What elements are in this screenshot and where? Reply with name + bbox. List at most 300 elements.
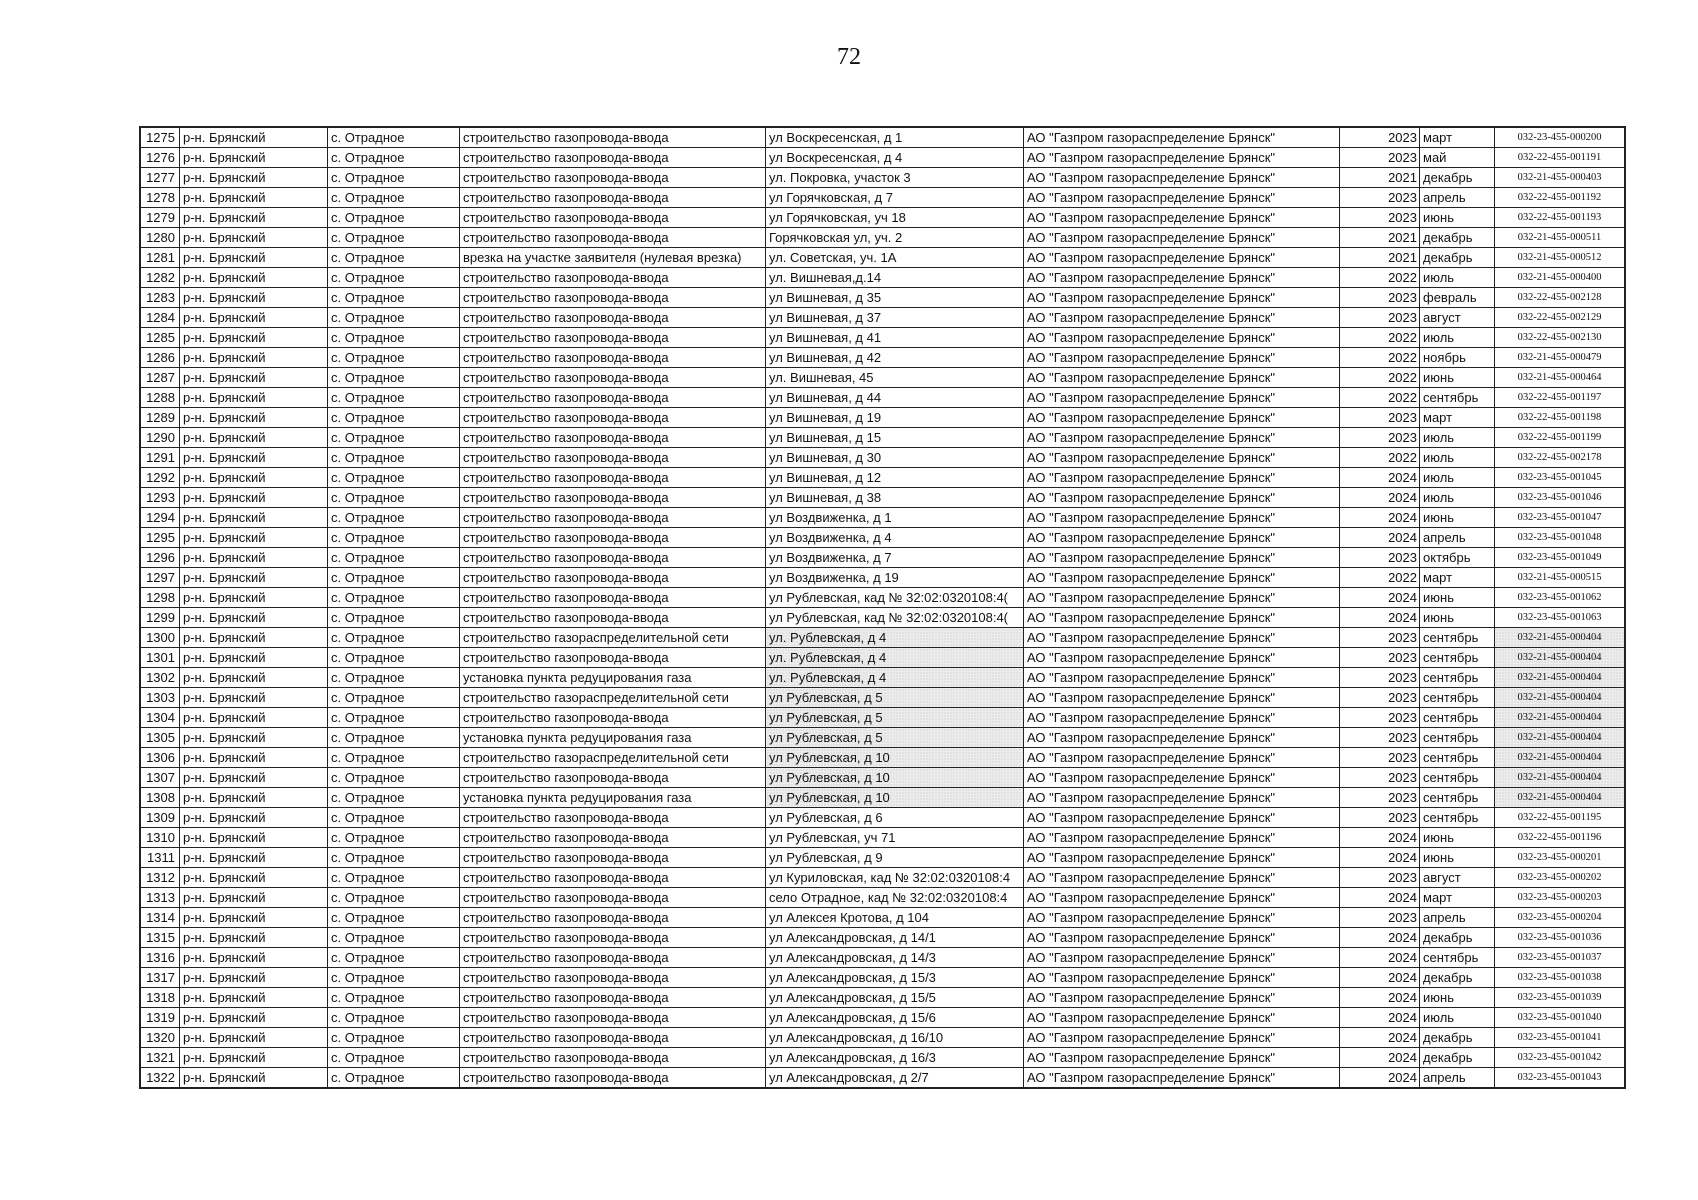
- table-row: [141, 168, 1625, 188]
- locality-cell: с. Отрадное: [328, 268, 460, 288]
- table-row: [141, 988, 1625, 1008]
- organization-cell: АО "Газпром газораспределение Брянск": [1024, 448, 1340, 468]
- year-cell: 2024: [1340, 888, 1420, 908]
- table-row: [141, 668, 1625, 688]
- locality-cell: с. Отрадное: [328, 728, 460, 748]
- month-cell: сентябрь: [1420, 708, 1495, 728]
- row-number-cell: 1298: [141, 588, 180, 608]
- locality-cell: с. Отрадное: [328, 468, 460, 488]
- locality-cell: с. Отрадное: [328, 568, 460, 588]
- year-cell: 2024: [1340, 1008, 1420, 1028]
- month-cell: октябрь: [1420, 548, 1495, 568]
- district-cell: р-н. Брянский: [180, 828, 328, 848]
- district-cell: р-н. Брянский: [180, 708, 328, 728]
- month-cell: сентябрь: [1420, 648, 1495, 668]
- permit-code-cell: 032-23-455-001049: [1495, 548, 1625, 568]
- locality-cell: с. Отрадное: [328, 508, 460, 528]
- permit-code-cell: 032-23-455-001037: [1495, 948, 1625, 968]
- work-type-cell: строительство газопровода-ввода: [460, 868, 766, 888]
- organization-cell: АО "Газпром газораспределение Брянск": [1024, 128, 1340, 148]
- district-cell: р-н. Брянский: [180, 488, 328, 508]
- locality-cell: с. Отрадное: [328, 1028, 460, 1048]
- work-type-cell: строительство газопровода-ввода: [460, 308, 766, 328]
- locality-cell: с. Отрадное: [328, 368, 460, 388]
- address-cell: ул Александровская, д 14/1: [766, 928, 1024, 948]
- permit-code-cell: 032-22-455-002128: [1495, 288, 1625, 308]
- year-cell: 2023: [1340, 728, 1420, 748]
- organization-cell: АО "Газпром газораспределение Брянск": [1024, 608, 1340, 628]
- permit-code-cell: 032-21-455-000515: [1495, 568, 1625, 588]
- month-cell: сентябрь: [1420, 728, 1495, 748]
- page-number: 72: [837, 44, 861, 70]
- table-row: [141, 608, 1625, 628]
- year-cell: 2023: [1340, 648, 1420, 668]
- table-row: [141, 188, 1625, 208]
- month-cell: декабрь: [1420, 928, 1495, 948]
- permit-code-cell: 032-21-455-000404: [1495, 708, 1625, 728]
- row-number-cell: 1297: [141, 568, 180, 588]
- year-cell: 2024: [1340, 1028, 1420, 1048]
- organization-cell: АО "Газпром газораспределение Брянск": [1024, 828, 1340, 848]
- district-cell: р-н. Брянский: [180, 248, 328, 268]
- address-cell: ул Воздвиженка, д 19: [766, 568, 1024, 588]
- locality-cell: с. Отрадное: [328, 348, 460, 368]
- work-type-cell: строительство газопровода-ввода: [460, 828, 766, 848]
- address-cell: ул Рублевская, д 10: [766, 748, 1024, 768]
- organization-cell: АО "Газпром газораспределение Брянск": [1024, 1008, 1340, 1028]
- year-cell: 2024: [1340, 988, 1420, 1008]
- table-row: [141, 448, 1625, 468]
- month-cell: декабрь: [1420, 968, 1495, 988]
- table-row: [141, 688, 1625, 708]
- permit-code-cell: 032-23-455-001040: [1495, 1008, 1625, 1028]
- organization-cell: АО "Газпром газораспределение Брянск": [1024, 848, 1340, 868]
- month-cell: март: [1420, 888, 1495, 908]
- organization-cell: АО "Газпром газораспределение Брянск": [1024, 1028, 1340, 1048]
- table-row: [141, 128, 1625, 148]
- work-type-cell: строительство газопровода-ввода: [460, 408, 766, 428]
- month-cell: сентябрь: [1420, 808, 1495, 828]
- table-row: [141, 948, 1625, 968]
- permit-code-cell: 032-23-455-000204: [1495, 908, 1625, 928]
- organization-cell: АО "Газпром газораспределение Брянск": [1024, 328, 1340, 348]
- month-cell: сентябрь: [1420, 668, 1495, 688]
- month-cell: сентябрь: [1420, 388, 1495, 408]
- row-number-cell: 1285: [141, 328, 180, 348]
- address-cell: ул. Рублевская, д 4: [766, 648, 1024, 668]
- month-cell: декабрь: [1420, 228, 1495, 248]
- table-row: [141, 848, 1625, 868]
- work-type-cell: строительство газопровода-ввода: [460, 508, 766, 528]
- row-number-cell: 1315: [141, 928, 180, 948]
- permit-code-cell: 032-23-455-001045: [1495, 468, 1625, 488]
- table-row: [141, 768, 1625, 788]
- month-cell: декабрь: [1420, 248, 1495, 268]
- district-cell: р-н. Брянский: [180, 328, 328, 348]
- work-type-cell: строительство газопровода-ввода: [460, 1028, 766, 1048]
- table-row: [141, 708, 1625, 728]
- locality-cell: с. Отрадное: [328, 648, 460, 668]
- work-type-cell: строительство газопровода-ввода: [460, 448, 766, 468]
- row-number-cell: 1284: [141, 308, 180, 328]
- organization-cell: АО "Газпром газораспределение Брянск": [1024, 388, 1340, 408]
- district-cell: р-н. Брянский: [180, 988, 328, 1008]
- address-cell: ул Александровская, д 15/6: [766, 1008, 1024, 1028]
- address-cell: ул. Вишневая,д.14: [766, 268, 1024, 288]
- row-number-cell: 1320: [141, 1028, 180, 1048]
- year-cell: 2023: [1340, 748, 1420, 768]
- row-number-cell: 1287: [141, 368, 180, 388]
- row-number-cell: 1305: [141, 728, 180, 748]
- year-cell: 2024: [1340, 948, 1420, 968]
- month-cell: июнь: [1420, 508, 1495, 528]
- table-row: [141, 1048, 1625, 1068]
- year-cell: 2024: [1340, 848, 1420, 868]
- permit-code-cell: 032-22-455-001193: [1495, 208, 1625, 228]
- district-cell: р-н. Брянский: [180, 928, 328, 948]
- district-cell: р-н. Брянский: [180, 368, 328, 388]
- locality-cell: с. Отрадное: [328, 588, 460, 608]
- work-type-cell: строительство газопровода-ввода: [460, 228, 766, 248]
- district-cell: р-н. Брянский: [180, 948, 328, 968]
- permit-code-cell: 032-23-455-000200: [1495, 128, 1625, 148]
- work-type-cell: строительство газопровода-ввода: [460, 348, 766, 368]
- permit-code-cell: 032-21-455-000404: [1495, 728, 1625, 748]
- address-cell: ул Александровская, д 16/10: [766, 1028, 1024, 1048]
- address-cell: ул. Покровка, участок 3: [766, 168, 1024, 188]
- address-cell: ул Вишневая, д 12: [766, 468, 1024, 488]
- district-cell: р-н. Брянский: [180, 648, 328, 668]
- row-number-cell: 1283: [141, 288, 180, 308]
- row-number-cell: 1300: [141, 628, 180, 648]
- organization-cell: АО "Газпром газораспределение Брянск": [1024, 168, 1340, 188]
- year-cell: 2023: [1340, 288, 1420, 308]
- work-type-cell: строительство газопровода-ввода: [460, 968, 766, 988]
- year-cell: 2024: [1340, 528, 1420, 548]
- row-number-cell: 1279: [141, 208, 180, 228]
- month-cell: март: [1420, 408, 1495, 428]
- organization-cell: АО "Газпром газораспределение Брянск": [1024, 708, 1340, 728]
- table-row: [141, 248, 1625, 268]
- address-cell: Горячковская ул, уч. 2: [766, 228, 1024, 248]
- year-cell: 2023: [1340, 428, 1420, 448]
- table-row: [141, 508, 1625, 528]
- row-number-cell: 1303: [141, 688, 180, 708]
- locality-cell: с. Отрадное: [328, 228, 460, 248]
- row-number-cell: 1295: [141, 528, 180, 548]
- permit-code-cell: 032-22-455-002130: [1495, 328, 1625, 348]
- organization-cell: АО "Газпром газораспределение Брянск": [1024, 668, 1340, 688]
- work-type-cell: строительство газопровода-ввода: [460, 848, 766, 868]
- district-cell: р-н. Брянский: [180, 548, 328, 568]
- permit-code-cell: 032-22-455-002178: [1495, 448, 1625, 468]
- locality-cell: с. Отрадное: [328, 808, 460, 828]
- district-cell: р-н. Брянский: [180, 788, 328, 808]
- organization-cell: АО "Газпром газораспределение Брянск": [1024, 528, 1340, 548]
- district-cell: р-н. Брянский: [180, 508, 328, 528]
- table-row: [141, 868, 1625, 888]
- permit-code-cell: 032-21-455-000511: [1495, 228, 1625, 248]
- address-cell: ул Рублевская, д 5: [766, 688, 1024, 708]
- table-row: [141, 348, 1625, 368]
- organization-cell: АО "Газпром газораспределение Брянск": [1024, 368, 1340, 388]
- year-cell: 2023: [1340, 908, 1420, 928]
- month-cell: август: [1420, 308, 1495, 328]
- locality-cell: с. Отрадное: [328, 148, 460, 168]
- row-number-cell: 1304: [141, 708, 180, 728]
- row-number-cell: 1306: [141, 748, 180, 768]
- district-cell: р-н. Брянский: [180, 888, 328, 908]
- row-number-cell: 1278: [141, 188, 180, 208]
- district-cell: р-н. Брянский: [180, 728, 328, 748]
- month-cell: июнь: [1420, 988, 1495, 1008]
- month-cell: август: [1420, 868, 1495, 888]
- month-cell: июль: [1420, 448, 1495, 468]
- organization-cell: АО "Газпром газораспределение Брянск": [1024, 428, 1340, 448]
- work-type-cell: строительство газопровода-ввода: [460, 948, 766, 968]
- address-cell: ул Куриловская, кад № 32:02:0320108:4: [766, 868, 1024, 888]
- year-cell: 2023: [1340, 208, 1420, 228]
- month-cell: март: [1420, 568, 1495, 588]
- organization-cell: АО "Газпром газораспределение Брянск": [1024, 968, 1340, 988]
- month-cell: июль: [1420, 328, 1495, 348]
- district-cell: р-н. Брянский: [180, 168, 328, 188]
- registry-body: [141, 128, 1625, 1088]
- locality-cell: с. Отрадное: [328, 328, 460, 348]
- row-number-cell: 1289: [141, 408, 180, 428]
- locality-cell: с. Отрадное: [328, 988, 460, 1008]
- table-row: [141, 748, 1625, 768]
- organization-cell: АО "Газпром газораспределение Брянск": [1024, 288, 1340, 308]
- address-cell: ул Вишневая, д 19: [766, 408, 1024, 428]
- permit-code-cell: 032-22-455-001192: [1495, 188, 1625, 208]
- locality-cell: с. Отрадное: [328, 288, 460, 308]
- organization-cell: АО "Газпром газораспределение Брянск": [1024, 868, 1340, 888]
- locality-cell: с. Отрадное: [328, 548, 460, 568]
- district-cell: р-н. Брянский: [180, 228, 328, 248]
- year-cell: 2023: [1340, 188, 1420, 208]
- locality-cell: с. Отрадное: [328, 828, 460, 848]
- address-cell: ул Вишневая, д 37: [766, 308, 1024, 328]
- row-number-cell: 1302: [141, 668, 180, 688]
- table-row: [141, 628, 1625, 648]
- row-number-cell: 1276: [141, 148, 180, 168]
- year-cell: 2023: [1340, 688, 1420, 708]
- address-cell: ул. Советская, уч. 1А: [766, 248, 1024, 268]
- year-cell: 2024: [1340, 1068, 1420, 1088]
- year-cell: 2023: [1340, 628, 1420, 648]
- table-row: [141, 328, 1625, 348]
- locality-cell: с. Отрадное: [328, 928, 460, 948]
- year-cell: 2023: [1340, 408, 1420, 428]
- organization-cell: АО "Газпром газораспределение Брянск": [1024, 1068, 1340, 1088]
- row-number-cell: 1301: [141, 648, 180, 668]
- locality-cell: с. Отрадное: [328, 708, 460, 728]
- permit-code-cell: 032-23-455-001047: [1495, 508, 1625, 528]
- row-number-cell: 1317: [141, 968, 180, 988]
- address-cell: ул Рублевская, уч 71: [766, 828, 1024, 848]
- organization-cell: АО "Газпром газораспределение Брянск": [1024, 588, 1340, 608]
- district-cell: р-н. Брянский: [180, 448, 328, 468]
- row-number-cell: 1312: [141, 868, 180, 888]
- permit-code-cell: 032-23-455-001042: [1495, 1048, 1625, 1068]
- month-cell: апрель: [1420, 1068, 1495, 1088]
- address-cell: ул Вишневая, д 38: [766, 488, 1024, 508]
- permit-code-cell: 032-21-455-000400: [1495, 268, 1625, 288]
- work-type-cell: строительство газопровода-ввода: [460, 608, 766, 628]
- district-cell: р-н. Брянский: [180, 568, 328, 588]
- work-type-cell: строительство газопровода-ввода: [460, 468, 766, 488]
- year-cell: 2022: [1340, 268, 1420, 288]
- district-cell: р-н. Брянский: [180, 388, 328, 408]
- permit-code-cell: 032-23-455-001046: [1495, 488, 1625, 508]
- organization-cell: АО "Газпром газораспределение Брянск": [1024, 308, 1340, 328]
- work-type-cell: установка пункта редуцирования газа: [460, 668, 766, 688]
- month-cell: июнь: [1420, 588, 1495, 608]
- month-cell: декабрь: [1420, 1028, 1495, 1048]
- district-cell: р-н. Брянский: [180, 808, 328, 828]
- table-row: [141, 288, 1625, 308]
- year-cell: 2024: [1340, 608, 1420, 628]
- work-type-cell: строительство газопровода-ввода: [460, 768, 766, 788]
- month-cell: июнь: [1420, 848, 1495, 868]
- organization-cell: АО "Газпром газораспределение Брянск": [1024, 488, 1340, 508]
- address-cell: ул Вишневая, д 15: [766, 428, 1024, 448]
- row-number-cell: 1286: [141, 348, 180, 368]
- year-cell: 2024: [1340, 588, 1420, 608]
- row-number-cell: 1288: [141, 388, 180, 408]
- year-cell: 2021: [1340, 248, 1420, 268]
- permit-code-cell: 032-21-455-000479: [1495, 348, 1625, 368]
- district-cell: р-н. Брянский: [180, 208, 328, 228]
- permit-code-cell: 032-23-455-001043: [1495, 1068, 1625, 1088]
- address-cell: ул Рублевская, д 9: [766, 848, 1024, 868]
- year-cell: 2021: [1340, 168, 1420, 188]
- address-cell: ул Горячковская, уч 18: [766, 208, 1024, 228]
- locality-cell: с. Отрадное: [328, 188, 460, 208]
- address-cell: ул. Вишневая, 45: [766, 368, 1024, 388]
- month-cell: сентябрь: [1420, 788, 1495, 808]
- organization-cell: АО "Газпром газораспределение Брянск": [1024, 768, 1340, 788]
- address-cell: ул Александровская, д 15/5: [766, 988, 1024, 1008]
- district-cell: р-н. Брянский: [180, 408, 328, 428]
- year-cell: 2023: [1340, 308, 1420, 328]
- row-number-cell: 1294: [141, 508, 180, 528]
- address-cell: ул. Рублевская, д 4: [766, 668, 1024, 688]
- permit-code-cell: 032-21-455-000404: [1495, 628, 1625, 648]
- locality-cell: с. Отрадное: [328, 948, 460, 968]
- permit-code-cell: 032-21-455-000512: [1495, 248, 1625, 268]
- year-cell: 2022: [1340, 568, 1420, 588]
- table-row: [141, 228, 1625, 248]
- table-row: [141, 648, 1625, 668]
- locality-cell: с. Отрадное: [328, 448, 460, 468]
- address-cell: ул Алексея Кротова, д 104: [766, 908, 1024, 928]
- locality-cell: с. Отрадное: [328, 128, 460, 148]
- organization-cell: АО "Газпром газораспределение Брянск": [1024, 508, 1340, 528]
- organization-cell: АО "Газпром газораспределение Брянск": [1024, 948, 1340, 968]
- district-cell: р-н. Брянский: [180, 908, 328, 928]
- table-row: [141, 928, 1625, 948]
- district-cell: р-н. Брянский: [180, 348, 328, 368]
- year-cell: 2023: [1340, 788, 1420, 808]
- work-type-cell: строительство газопровода-ввода: [460, 1068, 766, 1088]
- month-cell: июль: [1420, 428, 1495, 448]
- district-cell: р-н. Брянский: [180, 608, 328, 628]
- year-cell: 2022: [1340, 388, 1420, 408]
- table-row: [141, 428, 1625, 448]
- organization-cell: АО "Газпром газораспределение Брянск": [1024, 888, 1340, 908]
- work-type-cell: строительство газопровода-ввода: [460, 488, 766, 508]
- row-number-cell: 1299: [141, 608, 180, 628]
- table-row: [141, 408, 1625, 428]
- year-cell: 2023: [1340, 868, 1420, 888]
- organization-cell: АО "Газпром газораспределение Брянск": [1024, 228, 1340, 248]
- work-type-cell: строительство газопровода-ввода: [460, 268, 766, 288]
- table-row: [141, 808, 1625, 828]
- year-cell: 2023: [1340, 668, 1420, 688]
- year-cell: 2023: [1340, 128, 1420, 148]
- work-type-cell: строительство газопровода-ввода: [460, 148, 766, 168]
- district-cell: р-н. Брянский: [180, 848, 328, 868]
- locality-cell: с. Отрадное: [328, 628, 460, 648]
- table-row: [141, 548, 1625, 568]
- locality-cell: с. Отрадное: [328, 308, 460, 328]
- address-cell: ул Александровская, д 14/3: [766, 948, 1024, 968]
- year-cell: 2022: [1340, 328, 1420, 348]
- address-cell: ул Горячковская, д 7: [766, 188, 1024, 208]
- work-type-cell: строительство газораспределительной сети: [460, 748, 766, 768]
- year-cell: 2024: [1340, 468, 1420, 488]
- locality-cell: с. Отрадное: [328, 608, 460, 628]
- address-cell: ул Вишневая, д 42: [766, 348, 1024, 368]
- permit-code-cell: 032-23-455-001038: [1495, 968, 1625, 988]
- work-type-cell: строительство газораспределительной сети: [460, 688, 766, 708]
- row-number-cell: 1275: [141, 128, 180, 148]
- table-row: [141, 488, 1625, 508]
- organization-cell: АО "Газпром газораспределение Брянск": [1024, 348, 1340, 368]
- row-number-cell: 1292: [141, 468, 180, 488]
- permit-code-cell: 032-22-455-001191: [1495, 148, 1625, 168]
- address-cell: ул Рублевская, д 10: [766, 768, 1024, 788]
- organization-cell: АО "Газпром газораспределение Брянск": [1024, 188, 1340, 208]
- work-type-cell: строительство газопровода-ввода: [460, 288, 766, 308]
- organization-cell: АО "Газпром газораспределение Брянск": [1024, 928, 1340, 948]
- table-row: [141, 888, 1625, 908]
- address-cell: ул Воскресенская, д 4: [766, 148, 1024, 168]
- row-number-cell: 1308: [141, 788, 180, 808]
- permit-code-cell: 032-21-455-000404: [1495, 648, 1625, 668]
- work-type-cell: строительство газопровода-ввода: [460, 928, 766, 948]
- month-cell: июль: [1420, 468, 1495, 488]
- locality-cell: с. Отрадное: [328, 1008, 460, 1028]
- organization-cell: АО "Газпром газораспределение Брянск": [1024, 248, 1340, 268]
- table-row: [141, 468, 1625, 488]
- year-cell: 2023: [1340, 148, 1420, 168]
- row-number-cell: 1277: [141, 168, 180, 188]
- address-cell: ул Александровская, д 2/7: [766, 1068, 1024, 1088]
- month-cell: июль: [1420, 488, 1495, 508]
- locality-cell: с. Отрадное: [328, 908, 460, 928]
- month-cell: март: [1420, 128, 1495, 148]
- organization-cell: АО "Газпром газораспределение Брянск": [1024, 988, 1340, 1008]
- locality-cell: с. Отрадное: [328, 408, 460, 428]
- locality-cell: с. Отрадное: [328, 1068, 460, 1088]
- table-row: [141, 388, 1625, 408]
- year-cell: 2023: [1340, 708, 1420, 728]
- address-cell: ул Рублевская, д 5: [766, 708, 1024, 728]
- district-cell: р-н. Брянский: [180, 428, 328, 448]
